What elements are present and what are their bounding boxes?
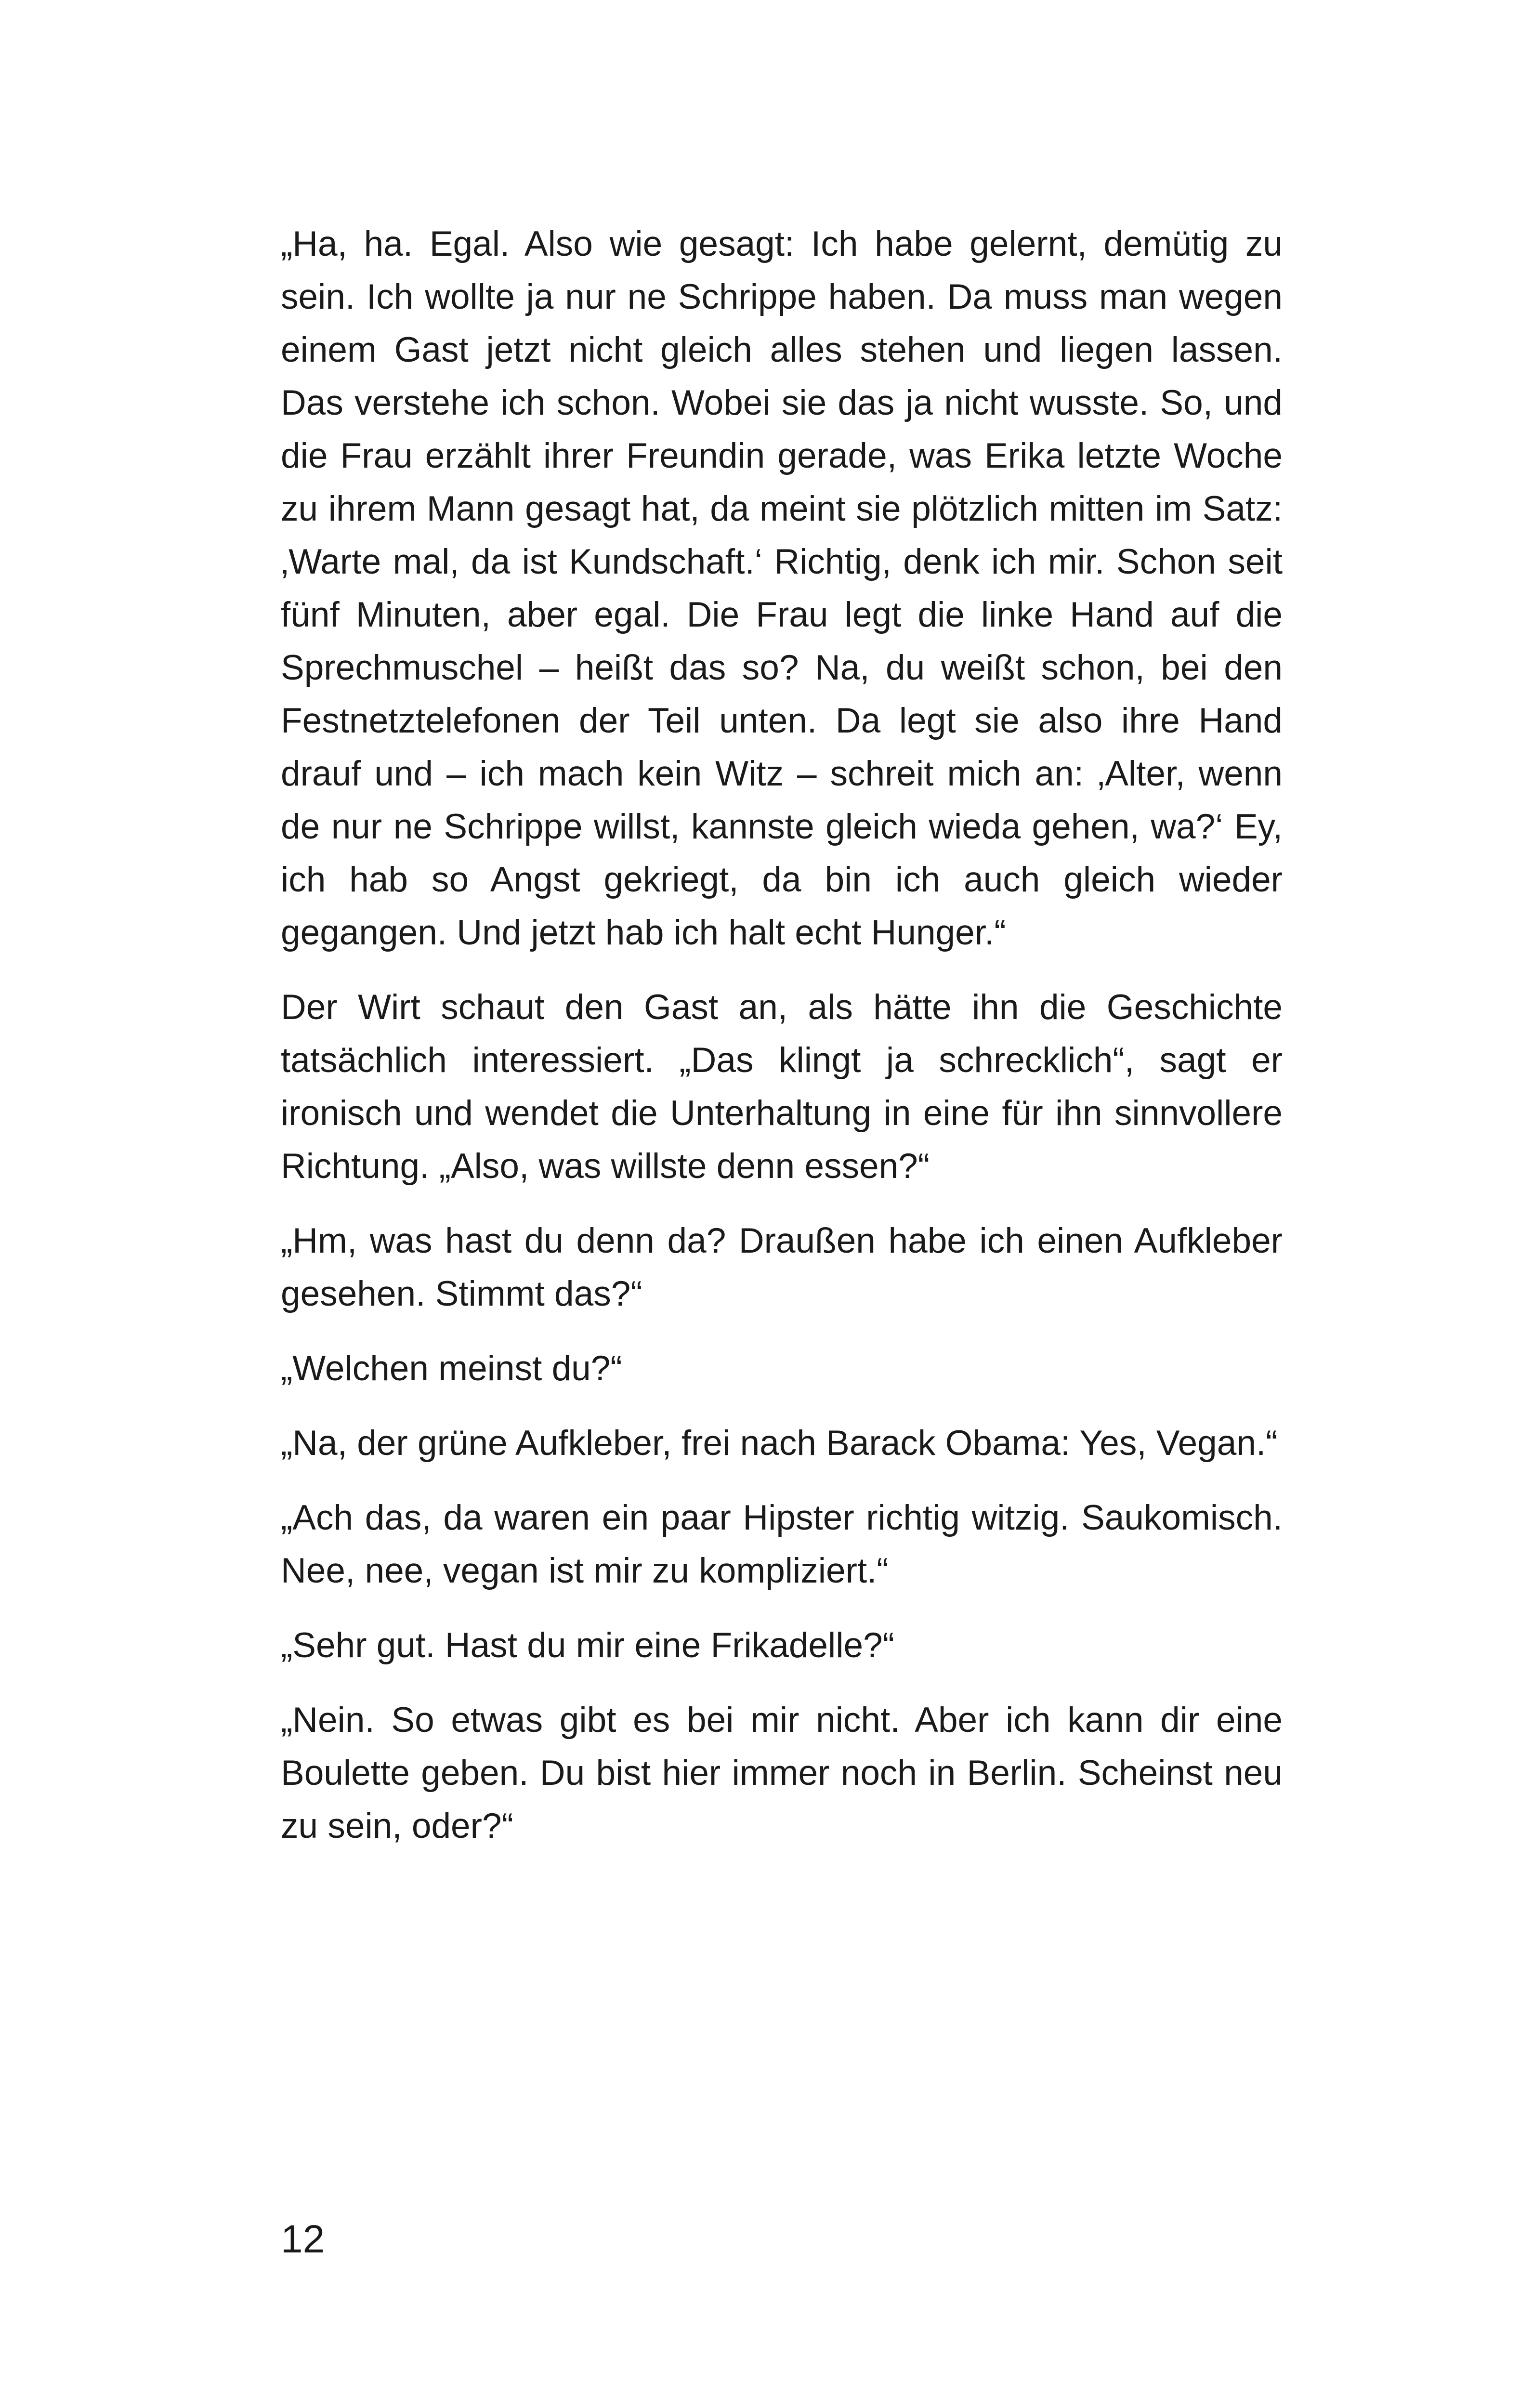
- paragraph-6: „Ach das, da waren ein paar Hipster richtig witzig. Saukomisch. Nee, nee, vegan ist mir zu kompliziert.“: [281, 1498, 1283, 1590]
- paragraph-1: „Ha, ha. Egal. Also wie gesagt: Ich habe gelernt, demütig zu sein. Ich wollte ja nur ne Schrippe haben. Da muss man wegen einem Gast jetzt nicht gleich alles stehen und liegen lassen. Das verstehe ich schon. Wobei sie das ja nicht wusste. So, und die Frau erzählt ihrer Freundin gerade, was Erika letzte Woche zu ihrem Mann gesagt hat, da meint sie plötzlich mitten im Satz: ‚Warte mal, da ist Kundschaft.‘ Richtig, denk ich mir. Schon seit fünf Minuten, aber egal. Die Frau legt die linke Hand auf die Sprechmuschel – heißt das so? Na, du weißt schon, bei den Festnetztelefonen der Teil unten. Da legt sie also ihre Hand drauf und – ich mach kein Witz – schreit mich an: ‚Alter, wenn de nur ne Schrippe willst, kannste gleich wieda gehen, wa?‘ Ey, ich hab so Angst gekriegt, da bin ich auch gleich wieder gegangen. Und jetzt hab ich halt echt Hunger.“: [281, 224, 1283, 952]
- paragraph-5: „Na, der grüne Aufkleber, frei nach Barack Obama: Yes, Vegan.“: [281, 1424, 1278, 1463]
- paragraph-3: „Hm, was hast du denn da? Draußen habe ich einen Aufkleber gesehen. Stimmt das?“: [281, 1221, 1283, 1313]
- paragraph-7: „Sehr gut. Hast du mir eine Frikadelle?“: [281, 1626, 894, 1665]
- paragraph-4: „Welchen meinst du?“: [281, 1349, 622, 1388]
- page-number: 12: [281, 2217, 325, 2261]
- paragraph-2: Der Wirt schaut den Gast an, als hätte ihn die Geschichte tatsächlich interessiert. „Das klingt ja schrecklich“, sagt er ironisch und wendet die Unterhaltung in eine für ihn sinnvollere Richtung. „Also, was willste denn essen?“: [281, 988, 1283, 1186]
- body-text: [281, 218, 1283, 1874]
- paragraph-8: „Nein. So etwas gibt es bei mir nicht. Aber ich kann dir eine Boulette geben. Du bist hier immer noch in Berlin. Scheinst neu zu sein, oder?“: [281, 1701, 1283, 1845]
